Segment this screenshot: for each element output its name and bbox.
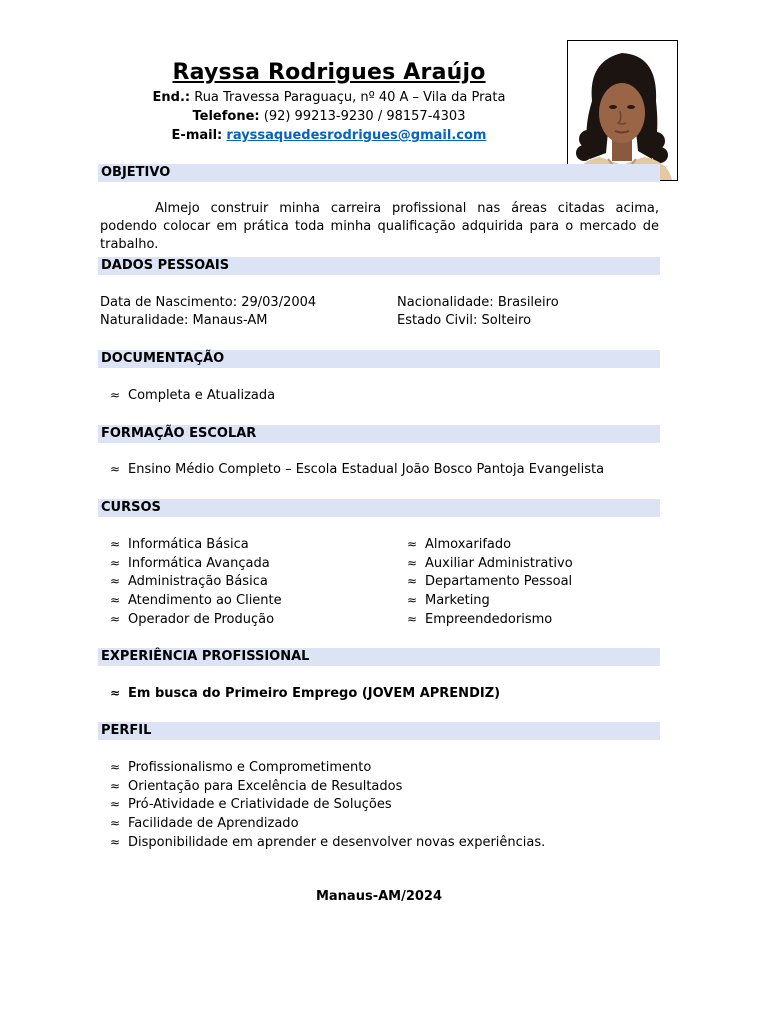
course-item: Empreendedorismo <box>425 612 553 627</box>
list-item <box>100 833 545 852</box>
list-item <box>397 610 552 629</box>
course-item: Almoxarifado <box>425 537 512 552</box>
course-item: Auxiliar Administrativo <box>425 556 573 571</box>
section-title-experiencia: EXPERIÊNCIA PROFISSIONAL <box>98 648 660 666</box>
section-title-objetivo: OBJETIVO <box>98 164 660 182</box>
bullet-icon: ≈ <box>110 537 121 551</box>
resume-header <box>98 58 560 145</box>
profile-item: Disponibilidade em aprender e desenvolver novas experiências. <box>128 835 546 850</box>
bullet-icon: ≈ <box>110 779 121 793</box>
list-item <box>100 758 371 777</box>
list-item <box>100 610 274 629</box>
profile-item: Orientação para Excelência de Resultados <box>128 779 403 794</box>
bullet-icon: ≈ <box>110 574 121 588</box>
footer-location-year: Manaus-AM/2024 <box>315 889 443 904</box>
profile-item: Profissionalismo e Comprometimento <box>128 760 372 775</box>
address-line <box>98 88 560 107</box>
section-title-perfil: PERFIL <box>98 722 660 740</box>
course-item: Informática Básica <box>128 537 249 552</box>
objective-text: Almejo construir minha carreira profissional nas áreas citadas acima, podendo colocar em prática toda minha qualificação adquirida para o mercado de trabalho. <box>100 201 659 252</box>
list-item <box>100 591 282 610</box>
list-item <box>100 535 249 554</box>
email-line <box>98 126 560 145</box>
bullet-icon: ≈ <box>110 388 121 402</box>
portrait-image <box>568 41 677 180</box>
phone-line <box>98 107 560 126</box>
section-title-formacao: FORMAÇÃO ESCOLAR <box>98 425 660 443</box>
bullet-icon: ≈ <box>110 835 121 849</box>
civil-status: Estado Civil: Solteiro <box>397 313 532 328</box>
list-item <box>100 777 402 796</box>
education-item: Ensino Médio Completo – Escola Estadual João Bosco Pantoja Evangelista <box>128 462 605 477</box>
section-title-documentacao: DOCUMENTAÇÃO <box>98 350 660 368</box>
list-item <box>100 795 392 814</box>
bullet-icon: ≈ <box>407 593 418 607</box>
course-item: Informática Avançada <box>128 556 270 571</box>
list-item <box>397 591 490 610</box>
bullet-icon: ≈ <box>110 556 121 570</box>
list-item <box>397 554 573 573</box>
profile-photo <box>567 40 678 181</box>
birthplace: Naturalidade: Manaus-AM <box>100 313 268 328</box>
bullet-icon: ≈ <box>110 797 121 811</box>
list-item <box>100 460 604 479</box>
bullet-icon: ≈ <box>407 612 418 626</box>
list-item <box>100 684 500 703</box>
bullet-icon: ≈ <box>110 612 121 626</box>
list-item <box>397 572 572 591</box>
bullet-icon: ≈ <box>110 686 121 700</box>
profile-item: Facilidade de Aprendizado <box>128 816 299 831</box>
bullet-icon: ≈ <box>110 462 121 476</box>
course-item: Departamento Pessoal <box>425 574 573 589</box>
phone-label: Telefone: <box>192 109 260 124</box>
profile-item: Pró-Atividade e Criatividade de Soluções <box>128 797 392 812</box>
bullet-icon: ≈ <box>407 556 418 570</box>
address-value: Rua Travessa Paraguaçu, nº 40 A – Vila da Prata <box>190 90 506 105</box>
experience-item: Em busca do Primeiro Emprego (JOVEM APRENDIZ) <box>128 686 501 701</box>
list-item <box>100 554 270 573</box>
list-item <box>397 535 511 554</box>
nationality: Nacionalidade: Brasileiro <box>397 295 559 310</box>
course-item: Marketing <box>425 593 490 608</box>
address-label: End.: <box>152 90 191 105</box>
candidate-name: Rayssa Rodrigues Araújo <box>172 60 486 85</box>
email-link[interactable]: rayssaquedesrodrigues@gmail.com <box>226 128 487 143</box>
bullet-icon: ≈ <box>110 593 121 607</box>
section-title-cursos: CURSOS <box>98 499 660 517</box>
course-item: Operador de Produção <box>128 612 275 627</box>
birth-date: Data de Nascimento: 29/03/2004 <box>100 295 317 310</box>
list-item <box>100 572 268 591</box>
list-item <box>100 814 299 833</box>
course-item: Administração Básica <box>128 574 268 589</box>
course-item: Atendimento ao Cliente <box>128 593 282 608</box>
bullet-icon: ≈ <box>110 816 121 830</box>
bullet-icon: ≈ <box>407 537 418 551</box>
documentation-item: Completa e Atualizada <box>128 388 276 403</box>
email-label: E-mail: <box>171 128 223 143</box>
section-title-dados-pessoais: DADOS PESSOAIS <box>98 257 660 275</box>
bullet-icon: ≈ <box>407 574 418 588</box>
bullet-icon: ≈ <box>110 760 121 774</box>
list-item <box>100 386 275 405</box>
phone-value: (92) 99213-9230 / 98157-4303 <box>259 109 466 124</box>
